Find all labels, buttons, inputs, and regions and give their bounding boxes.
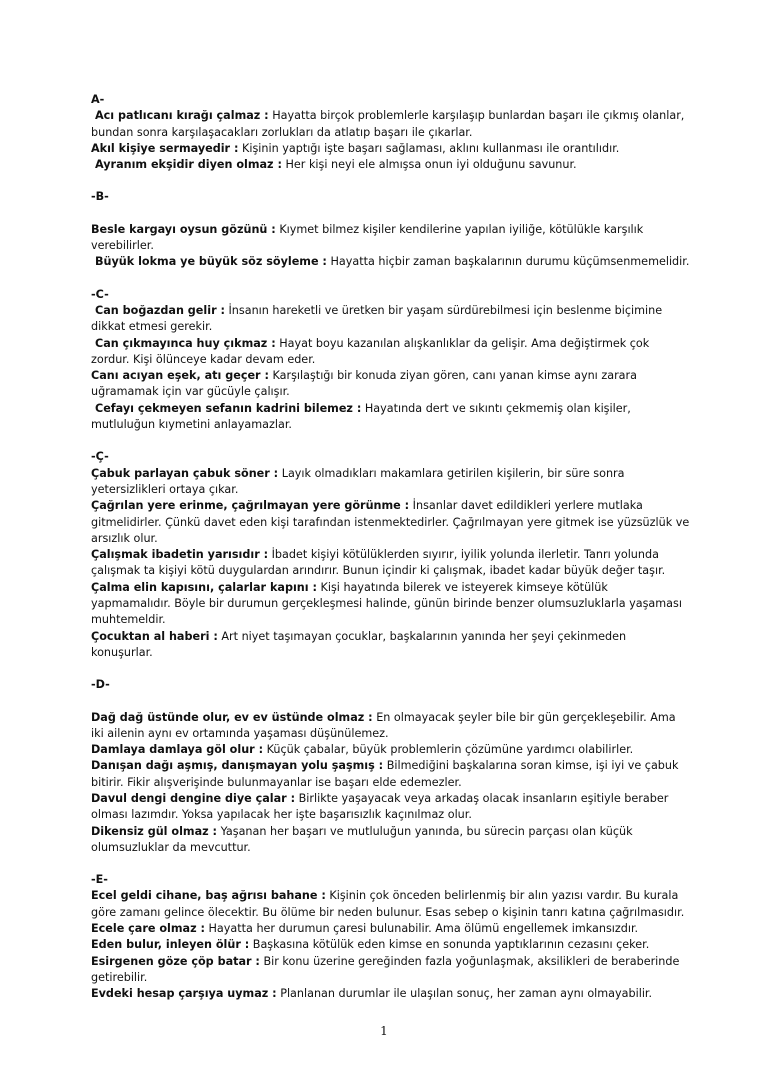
proverb-term: Canı acıyan eşek, atı geçer : [91,369,269,383]
proverb-entry [91,758,691,791]
proverb-term: Besle kargayı oysun gözünü : [91,222,276,236]
section [91,872,691,1002]
proverb-definition: Hayatta hiçbir zaman başkalarının durumu küçümsenmemelidir. [326,255,690,269]
proverb-definition: Planlanan durumlar ile ulaşılan sonuç, her zaman aynı olmayabilir. [276,987,653,1001]
proverb-entry [91,954,691,987]
proverb-entry [91,498,691,547]
proverb-definition: Kıymet bilmez kişiler kendilerine yapılan iyiliğe, kötülükle karşılık verebilirler. [91,222,644,253]
section-header: -E- [91,873,108,887]
proverb-definition: İnsanlar davet edildikleri yerlere mutlaka gitmelidirler. Çünkü davet eden kişi tarafından istenmektedirler. Çağrılmayan yere gitmek ise yüzsüzlük ve arsızlık olur. [91,499,690,545]
section [91,92,691,173]
proverb-definition: Art niyet taşımayan çocuklar, başkalarının yanında her şeyi çekinmeden konuşurlar. [91,629,627,659]
proverb-definition: Kişi hayatında bilerek ve isteyerek kimseye kötülük yapmamalıdır. Böyle bir durumun gerçekleşmesi halinde, günün birinde benzer olumsuzluklarla yaşaması muhtemeldir. [91,580,682,627]
proverb-definition: Başkasına kötülük eden kimse en sonunda yaptıklarının cezasını çeker. [249,938,650,952]
proverb-definition: Hayatta birçok problemlerle karşılaşıp bunlardan başarı ile çıkmış olanlar, bundan sonra karşılaşacakları zorlukları da atlatıp başarı ile çıkarlar. [91,109,685,139]
proverb-term: Danışan dağı aşmış, danışmayan yolu şaşmış : [91,759,384,773]
proverb-term: Evdeki hesap çarşıya uymaz : [91,987,277,1001]
proverb-definition: Bilmediğini başkalarına soran kimse, işi iyi ve çabuk bitirir. Fikir alışverişinde bulunmayanlar ise başarı elde edemezler. [91,759,679,789]
proverb-entry [91,547,691,580]
proverb-entry [91,888,691,921]
proverb-term: Çocuktan al haberi : [91,629,218,643]
document-body [91,92,691,1019]
section-header: A- [91,93,105,106]
proverb-entry [91,466,691,499]
proverb-term: Çabuk parlayan çabuk söner : [91,466,279,480]
section [91,449,691,661]
page-number: 1 [380,1024,388,1038]
proverb-entry [91,742,691,758]
proverb-entry [91,629,691,662]
proverb-term: Can boğazdan gelir : [95,303,225,317]
section-header: -B- [91,190,109,204]
proverb-entry [91,222,691,255]
proverb-entry [91,986,691,1002]
proverb-term: Dağ dağ üstünde olur, ev ev üstünde olmaz : [91,710,373,724]
proverb-term: Büyük lokma ye büyük söz söyleme : [95,255,327,269]
section [91,189,691,270]
proverb-term: Esirgenen göze çöp batar : [91,954,260,968]
proverb-entry [91,336,691,369]
proverb-entry [91,580,691,629]
section-header: -Ç- [91,450,109,464]
proverb-entry [91,401,691,434]
proverb-entry [91,368,691,401]
proverb-term: Ecel geldi cihane, baş ağrısı bahane : [91,889,326,903]
proverb-entry [91,710,691,743]
proverb-term: Eden bulur, inleyen ölür : [91,938,250,952]
proverb-definition: Birlikte yaşayacak veya arkadaş olacak insanların eşitiyle beraber olması lazımdır. Yoksa yapılacak her işte başarısızlık kaçınılmaz olur. [91,791,669,822]
proverb-definition: Küçük çabalar, büyük problemlerin çözümüne yardımcı olabilirler. [263,743,634,757]
proverb-definition: Bir konu üzerine gereğinden fazla yoğunlaşmak, aksilikleri de beraberinde getirebilir. [91,954,680,984]
proverb-term: Dikensiz gül olmaz : [91,824,218,838]
proverb-term: Damlaya damlaya göl olur : [91,743,264,757]
proverb-term: Can çıkmayınca huy çıkmaz : [95,336,276,350]
proverb-definition: Kişinin yaptığı işte başarı sağlaması, aklını kullanması ile orantılıdır. [238,141,620,155]
section-header: -C- [91,287,109,301]
proverb-definition: Hayatında dert ve sıkıntı çekmemiş olan kişiler, mutluluğun kıymetini anlayamazlar. [91,401,631,432]
proverb-term: Acı patlıcanı kırağı çalmaz : [95,109,269,123]
proverb-term: Çağrılan yere erinme, çağrılmayan yere görünme : [91,499,410,513]
section [91,677,691,856]
proverb-term: Akıl kişiye sermayedir : [91,141,239,155]
proverb-definition: Hayat boyu kazanılan alışkanlıklar da gelişir. Ama değiştirmek çok zordur. Kişi ölünceye kadar devam eder. [91,336,650,366]
proverb-term: Çalışmak ibadetin yarısıdır : [91,548,269,562]
proverb-entry [91,791,691,824]
proverb-entry [91,108,691,141]
proverb-term: Ecele çare olmaz : [91,922,205,936]
proverb-entry [91,921,691,937]
proverb-term: Ayranım ekşidir diyen olmaz : [95,158,282,172]
proverb-definition: Karşılaştığı bir konuda ziyan gören, canı yanan kimse aynı zarara uğramamak için var gücüyle çalışır. [91,369,637,399]
proverb-term: Çalma elin kapısını, çalarlar kapını : [91,580,317,594]
proverb-definition: İnsanın hareketli ve üretken bir yaşam sürdürebilmesi için beslenme biçimine dikkat etmesi gerekir. [91,303,663,334]
proverb-entry [91,141,691,157]
proverb-entry [91,303,691,336]
proverb-definition: Kişinin çok önceden belirlenmiş bir alın yazısı vardır. Bu kurala göre zamanı gelince ölecektir. Bu ölüme bir neden bulunur. Esas sebep o kişinin tanrı katına çağrılmasıdır. [91,889,685,919]
section [91,287,691,434]
proverb-entry [91,157,691,173]
proverb-entry [91,254,691,270]
proverb-definition: Her kişi neyi ele almışsa onun iyi olduğunu savunur. [281,158,577,172]
proverb-entry [91,937,691,953]
proverb-definition: Yaşanan her başarı ve mutluluğun yanında, bu sürecin parçası olan küçük olumsuzluklar da mevcuttur. [91,824,633,854]
proverb-entry [91,824,691,857]
proverb-definition: Hayatta her durumun çaresi bulunabilir. Ama ölümü engellemek imkansızdır. [204,922,639,936]
proverb-definition: Layık olmadıkları makamlara getirilen kişilerin, bir süre sonra yetersizlikleri ortaya çıkar. [91,466,625,496]
proverb-term: Davul dengi dengine diye çalar : [91,791,296,805]
proverb-definition: İbadet kişiyi kötülüklerden sıyırır, iyilik yolunda ilerletir. Tanrı yolunda çalışmak ta kişiyi kötü duygulardan arındırır. Bunun içindir ki çalışmak, ibadet kadar büyük değer taşır. [91,548,666,578]
proverb-definition: En olmayacak şeyler bile bir gün gerçekleşebilir. Ama iki ailenin aynı ev ortamında yaşaması düşünülemez. [91,710,676,740]
proverb-term: Cefayı çekmeyen sefanın kadrini bilemez : [95,401,362,415]
section-header: -D- [91,678,110,692]
